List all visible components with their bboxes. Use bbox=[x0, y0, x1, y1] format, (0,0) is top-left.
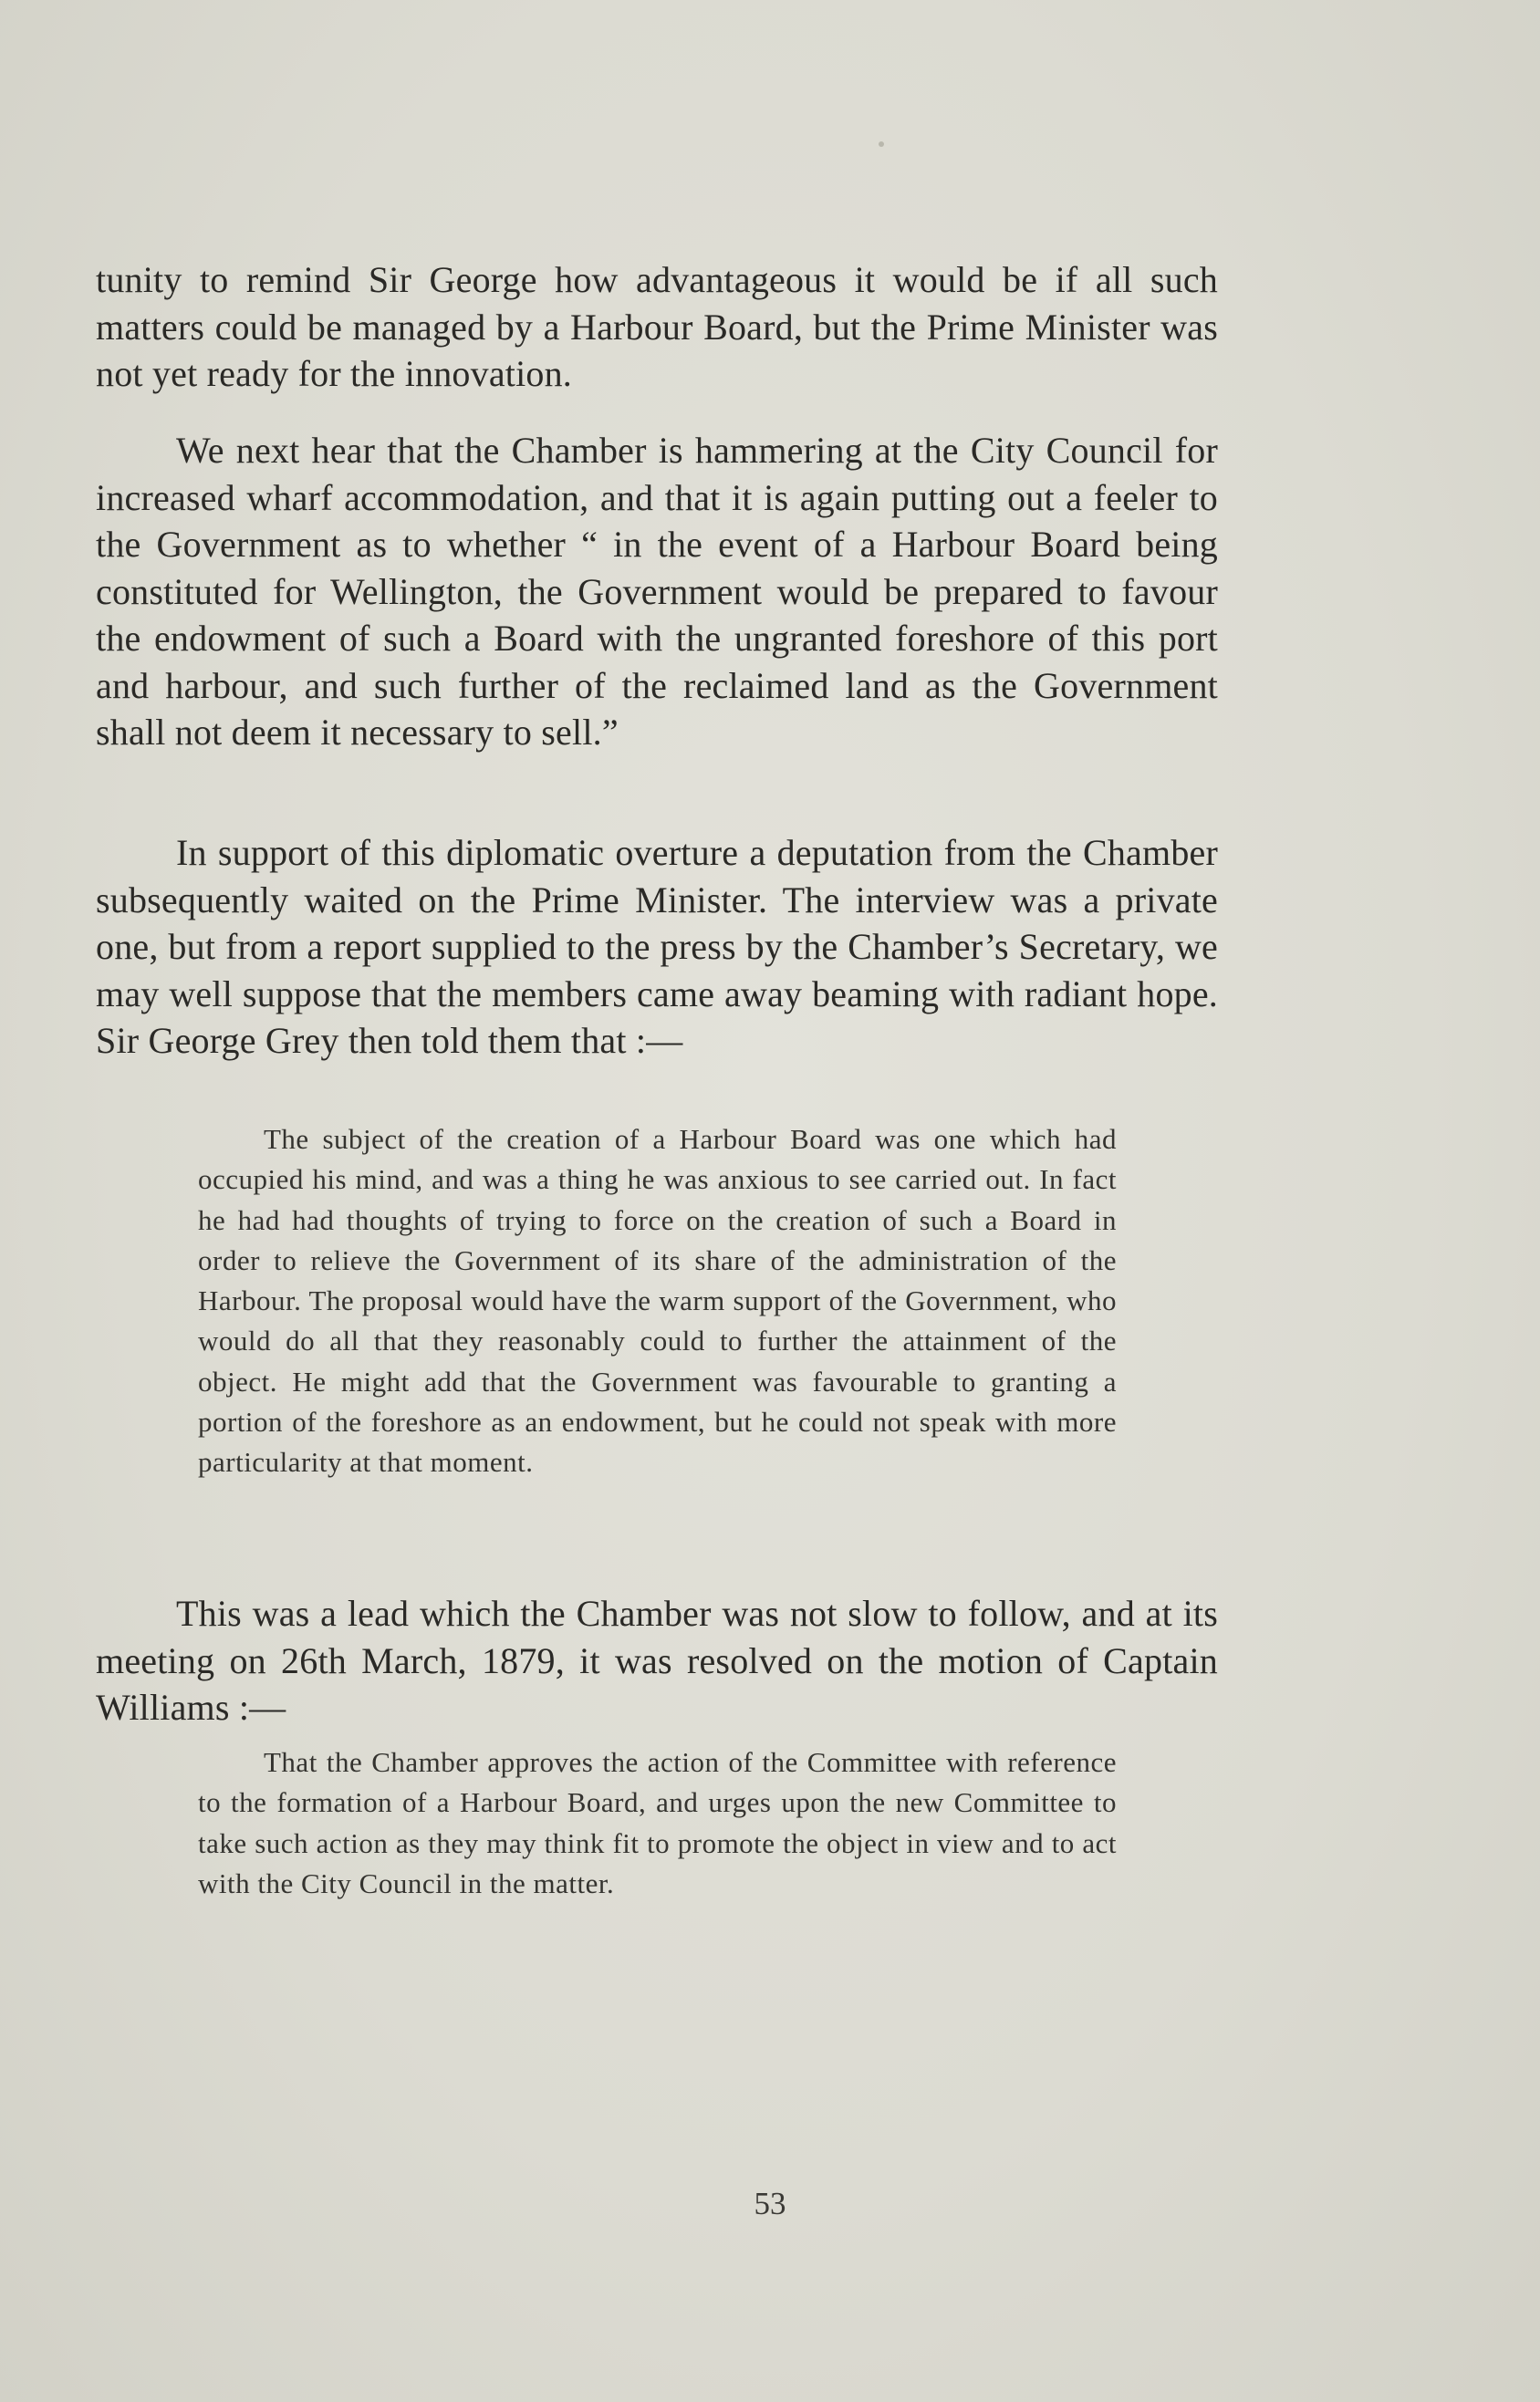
paragraph-continuation: tunity to remind Sir George how advantageous it would be if all such matters could be managed by a Harbour Board, but the Prime Minister was not yet ready for the innovation. bbox=[96, 259, 1218, 394]
paragraph-deputation: In support of this diplomatic overture a deputation from the Chamber subsequently waited on the Prime Minister. The interview was a private one, but from a report supplied to the press by the Chamber’s Secretary, we may well suppose that the members came away beaming with radiant hope. Sir George Grey then told them that :— bbox=[96, 832, 1218, 1061]
block-quote-resolution: That the Chamber approves the action of the Committee with reference to the formation of a Harbour Board, and urges upon the new Committee to take such action as they may think fit to promote the object in view and to act with the City Council in the matter. bbox=[198, 1746, 1117, 1899]
page-number: 53 bbox=[754, 2186, 786, 2221]
paragraph-wharf-accommodation: We next hear that the Chamber is hammering at the City Council for increased wharf accommodation, and that it is again putting out a feeler to the Government as to whether “ in the event of a Harbour Board being constituted for Wellington, the Government would be prepared to favour the endowment of such a Board with the ungranted foreshore of this port and harbour, and such further of the reclaimed land as the Government shall not deem it necessary to sell.” bbox=[96, 430, 1218, 753]
paragraph-chamber-meeting: This was a lead which the Chamber was not slow to follow, and at its meeting on 26th March, 1879, it was resolved on the motion of Captain Williams :— bbox=[96, 1593, 1218, 1728]
paper-speck bbox=[879, 141, 884, 147]
block-quote-prime-minister: The subject of the creation of a Harbour Board was one which had occupied his mind, and was a thing he was anxious to see carried out. In fact he had had thoughts of trying to force on the creation of such a Board in order to relieve the Government of its share of the administration of the Harbour. The proposal would have the warm support of the Government, who would do all that they reasonably could to further the attainment of the object. He might add that the Government was favourable to granting a portion of the foreshore as an endowment, but he could not speak with more particularity at that moment. bbox=[198, 1123, 1117, 1479]
